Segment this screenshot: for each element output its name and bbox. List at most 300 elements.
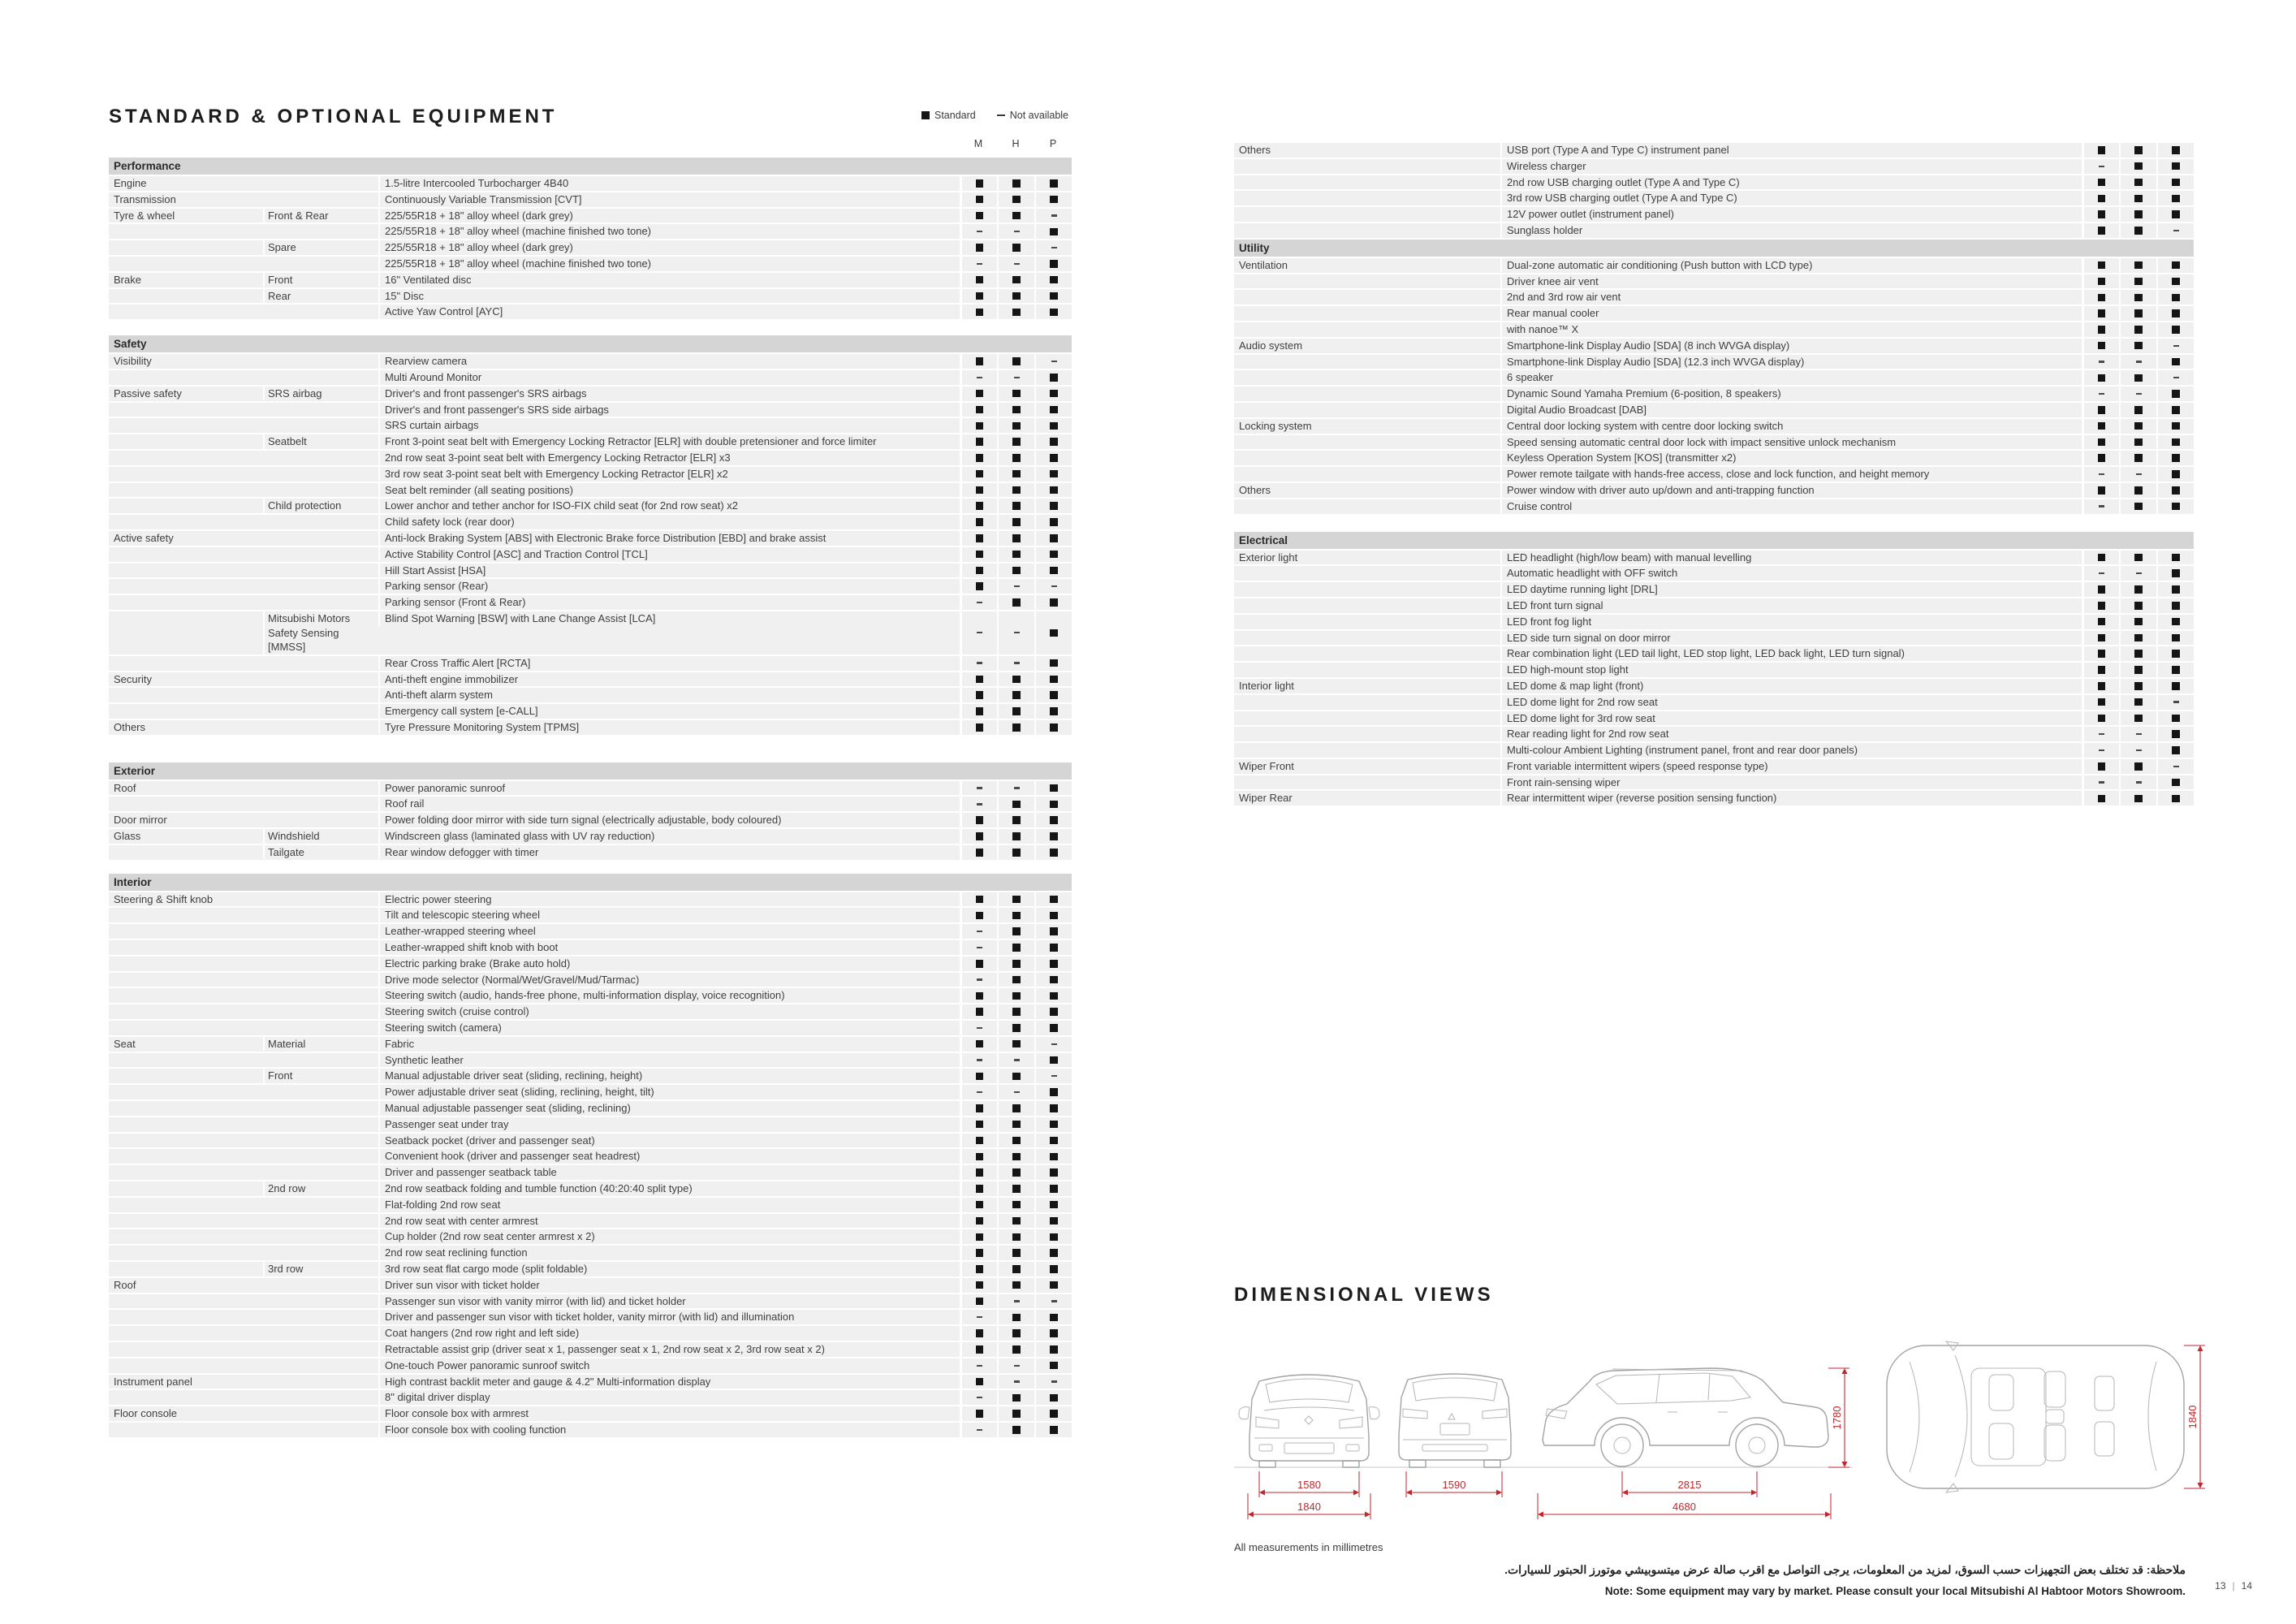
standard-marker [2134,762,2143,771]
row-description: Driver's and front passenger's SRS side airbags [378,403,960,417]
arrowhead [1622,1490,1628,1496]
standard-marker [2098,342,2106,350]
row-description: LED headlight (high/low beam) with manual levelling [1500,551,2082,565]
marker-cell [2082,143,2119,158]
availability-markers [960,354,1072,369]
standard-marker [2098,618,2106,626]
standard-marker [2172,278,2180,286]
spec-row [1234,775,2194,790]
marker-cell [2119,290,2156,304]
standard-marker [1050,1056,1058,1065]
marker-cell [2119,791,2156,806]
marker-cell [1034,1134,1072,1148]
standard-marker [1050,1345,1058,1354]
marker-cell [960,781,997,796]
not-available-marker [977,602,982,603]
marker-cell [1034,1375,1072,1389]
availability-markers [2082,290,2194,304]
row-description: 2nd row seat reclining function [378,1246,960,1260]
marker-cell [960,1326,997,1341]
marker-cell [2156,175,2194,190]
standard-marker [1012,1040,1021,1048]
spec-row [109,579,1072,594]
standard-marker [2172,666,2180,674]
dimensional-drawings [1234,1324,2257,1543]
not-available-marker [1014,1059,1020,1060]
standard-marker [1050,1121,1058,1129]
equipment-table-left [109,138,1072,1439]
marker-cell [2156,663,2194,677]
marker-cell [2082,467,2119,482]
spec-row [109,892,1072,907]
marker-cell [997,224,1034,239]
row-description: Smartphone-link Display Audio [SDA] (12.3 inch WVGA display) [1500,355,2082,369]
standard-marker [1012,676,1021,684]
not-available-marker [2099,361,2104,362]
standard-marker [2098,795,2106,803]
availability-markers [2082,370,2194,385]
not-available-marker [977,978,982,980]
row-description: Cruise control [1500,499,2082,514]
equipment-table-right [1234,143,2194,807]
not-available-marker [1014,231,1020,232]
standard-marker [2172,585,2180,594]
not-available-marker [2099,505,2104,507]
marker-cell [960,1021,997,1035]
not-available-marker-icon [997,114,1005,117]
availability-markers [960,240,1072,255]
standard-marker [1050,1362,1058,1370]
not-available-marker [1014,787,1020,788]
standard-marker [2134,715,2143,723]
row-description: Driver and passenger sun visor with ticket holder, vanity mirror (with lid) and illumination [378,1310,960,1324]
standard-marker [1012,244,1021,252]
availability-markers [960,1004,1072,1019]
standard-marker [1050,849,1058,857]
marker-cell [1034,1246,1072,1260]
availability-markers [960,1326,1072,1341]
standard-marker [2134,261,2143,270]
marker-cell [1034,304,1072,319]
marker-cell [1034,1310,1072,1324]
marker-cell [997,1390,1034,1405]
standard-marker [1050,676,1058,684]
spec-row [1234,159,2194,174]
marker-cell [2082,499,2119,514]
marker-cell [1034,595,1072,610]
marker-cell [997,451,1034,465]
standard-marker [2134,309,2143,317]
row-description: Leather-wrapped shift knob with boot [378,940,960,955]
spec-row [1234,370,2194,385]
marker-cell [960,1262,997,1276]
standard-marker [2098,585,2106,594]
marker-cell [1034,209,1072,223]
standard-marker [976,832,984,840]
legend-not-available-label: Not available [1009,110,1068,121]
marker-cell [1034,829,1072,844]
standard-marker [976,1281,984,1289]
marker-cell [997,418,1034,433]
marker-cell [960,1342,997,1357]
not-available-marker [1051,361,1057,362]
marker-cell [997,1198,1034,1212]
marker-cell [2082,598,2119,613]
marker-cell [997,176,1034,191]
marker-cell [2156,566,2194,581]
standard-marker [1012,292,1021,300]
standard-marker [1012,960,1021,968]
marker-cell [1034,354,1072,369]
marker-cell [2119,223,2156,238]
availability-markers [2082,791,2194,806]
row-subcategory: Spare [263,240,378,255]
footnote-arabic: ملاحظة: قد تختلف بعض التجهيزات حسب السوق، لمزيد من المعلومات، يرجى التواصل مع اقرب صالة عرض ميتسوبيشي موتورز الحبتور للسيارات. [1504,1563,2186,1576]
marker-cell [960,273,997,287]
marker-cell [997,547,1034,562]
table-section [109,335,1072,735]
marker-cell [997,1406,1034,1421]
standard-marker [1050,309,1058,317]
standard-marker [2134,374,2143,382]
standard-marker [1012,832,1021,840]
standard-marker [976,1249,984,1257]
standard-marker [1012,518,1021,526]
marker-cell [1034,176,1072,191]
standard-marker [1050,406,1058,414]
standard-marker [1012,1426,1021,1434]
row-description: Power folding door mirror with side turn signal (electrically adjustable, body coloured) [378,813,960,827]
standard-marker [1050,1410,1058,1418]
marker-cell [1034,434,1072,449]
marker-cell [2156,258,2194,273]
availability-markers [960,1358,1072,1373]
marker-cell [997,1085,1034,1099]
availability-markers [960,564,1072,578]
standard-marker [1012,1345,1021,1354]
spec-row [109,403,1072,417]
row-description: Parking sensor (Rear) [378,579,960,594]
column-header-m: M [973,138,983,149]
availability-markers [2082,191,2194,205]
marker-cell [2119,435,2156,450]
spec-row [109,1101,1072,1116]
availability-markers [2082,387,2194,401]
availability-markers [960,1375,1072,1389]
not-available-marker [2136,572,2142,574]
standard-marker [1012,1410,1021,1418]
marker-cell [1034,672,1072,687]
standard-marker [1050,784,1058,793]
marker-cell [1034,224,1072,239]
not-available-marker [977,662,982,663]
standard-marker [976,1217,984,1225]
marker-cell [997,1053,1034,1068]
row-category: Roof [114,781,136,794]
marker-cell [997,781,1034,796]
marker-cell [997,354,1034,369]
not-available-marker [1014,377,1020,378]
availability-markers [2082,483,2194,498]
row-description: Driver sun visor with ticket holder [378,1278,960,1293]
marker-cell [1034,1149,1072,1164]
availability-markers [2082,631,2194,646]
row-subcategory: Front [263,273,378,287]
standard-marker [1050,1426,1058,1434]
spec-row [109,1406,1072,1421]
standard-marker [1050,1201,1058,1209]
marker-cell [997,1229,1034,1244]
standard-marker [1012,551,1021,559]
arrowhead [1259,1490,1265,1496]
standard-marker [2134,585,2143,594]
legend-standard [921,110,976,121]
marker-cell [2119,598,2156,613]
standard-marker [976,179,984,188]
row-category: Wiper Front [1239,759,1294,772]
marker-cell [2119,143,2156,158]
standard-marker [976,1329,984,1337]
marker-cell [960,209,997,223]
spec-row [109,176,1072,191]
row-category: Seat [114,1037,136,1050]
spec-row [109,1037,1072,1052]
not-available-marker [1014,263,1020,265]
standard-marker [976,1345,984,1354]
availability-markers [960,957,1072,971]
marker-cell [960,1165,997,1180]
marker-cell [997,829,1034,844]
availability-markers [960,1423,1072,1437]
row-description: Active Yaw Control [AYC] [378,304,960,319]
marker-cell [2156,743,2194,758]
standard-marker [1050,502,1058,510]
marker-cell [1034,579,1072,594]
row-description: LED dome & map light (front) [1500,679,2082,693]
marker-cell [2082,759,2119,774]
marker-cell [997,273,1034,287]
standard-marker [2098,554,2106,562]
marker-cell [960,908,997,922]
row-description: Parking sensor (Front & Rear) [378,595,960,610]
marker-cell [997,672,1034,687]
spec-row [109,224,1072,239]
marker-cell [1034,289,1072,304]
marker-cell [997,1069,1034,1083]
standard-marker [976,1378,984,1386]
availability-markers [960,595,1072,610]
marker-cell [2082,646,2119,661]
standard-marker [976,551,984,559]
marker-cell [1034,1214,1072,1229]
marker-cell [960,797,997,811]
standard-marker [1012,1121,1021,1129]
equipment-table-left-body [109,158,1072,1437]
standard-marker [976,1168,984,1177]
row-description: Driver knee air vent [1500,274,2082,289]
standard-marker [2098,210,2106,218]
marker-cell [1034,192,1072,207]
marker-cell [960,304,997,319]
not-available-marker [977,263,982,265]
marker-cell [960,611,997,654]
availability-markers [960,720,1072,735]
marker-cell [2119,615,2156,629]
row-description: 225/55R18 + 18" alloy wheel (machine finished two tone) [378,224,960,239]
not-available-marker [2099,572,2104,574]
marker-cell [1034,499,1072,513]
marker-cell [960,467,997,482]
availability-markers [2082,663,2194,677]
standard-marker [1012,896,1021,904]
availability-markers [960,672,1072,687]
standard-marker [2098,326,2106,334]
marker-cell [2156,435,2194,450]
not-available-marker [1014,1300,1020,1302]
standard-marker [2098,179,2106,187]
not-available-marker [977,787,982,788]
marker-cell [1034,892,1072,907]
row-subcategory: Mitsubishi Motors Safety Sensing [MMSS] [263,611,378,654]
standard-marker [976,1073,984,1081]
marker-cell [1034,704,1072,719]
standard-marker [1050,944,1058,952]
marker-cell [997,467,1034,482]
marker-cell [997,1358,1034,1373]
not-available-marker [2099,166,2104,167]
row-description: LED dome light for 3rd row seat [1500,711,2082,726]
standard-marker [2098,486,2106,495]
spec-row [109,515,1072,529]
not-available-marker [1014,585,1020,587]
row-category: Others [1239,483,1271,496]
arrowhead [1825,1512,1831,1518]
arrowhead [1353,1490,1359,1496]
standard-marker [1012,179,1021,188]
standard-marker [1012,944,1021,952]
dimension-label: 1840 [1297,1501,1321,1513]
marker-cell [997,499,1034,513]
row-description: Driver's and front passenger's SRS airbags [378,387,960,401]
standard-marker [1012,422,1021,430]
standard-marker [1050,629,1058,637]
marker-cell [997,1004,1034,1019]
row-description: Synthetic leather [378,1053,960,1068]
not-available-marker [2173,701,2179,702]
standard-marker [1050,1153,1058,1161]
row-category: Wiper Rear [1239,792,1293,805]
marker-cell [2119,775,2156,790]
spec-row [109,813,1072,827]
arrowhead [1538,1512,1543,1518]
standard-marker [976,196,984,204]
standard-marker [2098,261,2106,270]
standard-marker [2172,454,2180,462]
marker-cell [960,688,997,702]
marker-cell [960,1085,997,1099]
marker-cell [960,720,997,735]
marker-cell [960,1004,997,1019]
spec-row [109,1053,1072,1068]
marker-cell [997,1326,1034,1341]
marker-cell [1034,257,1072,271]
row-description: LED side turn signal on door mirror [1500,631,2082,646]
standard-marker [2172,294,2180,302]
row-subcategory: SRS airbag [263,387,378,401]
row-description: Fabric [378,1037,960,1052]
row-description: Front rain-sensing wiper [1500,775,2082,790]
row-description: 15" Disc [378,289,960,304]
availability-markers [960,1198,1072,1212]
standard-marker [2172,195,2180,203]
standard-marker [2172,261,2180,270]
dimension-label: 1590 [1442,1479,1466,1491]
marker-cell [2082,483,2119,498]
standard-marker [1012,691,1021,699]
row-description: 2nd and 3rd row air vent [1500,290,2082,304]
availability-markers [960,829,1072,844]
row-description: Emergency call system [e-CALL] [378,704,960,719]
arrowhead [2198,1345,2203,1351]
marker-cell [960,1229,997,1244]
marker-cell [2119,551,2156,565]
arrowhead [1248,1512,1254,1518]
marker-cell [997,209,1034,223]
marker-cell [2119,451,2156,465]
not-available-marker [977,1059,982,1060]
standard-marker [1050,551,1058,559]
spec-row [109,434,1072,449]
marker-cell [960,1037,997,1052]
not-available-marker [2173,230,2179,231]
spec-row [109,1390,1072,1405]
marker-cell [1034,908,1072,922]
row-description: Seat belt reminder (all seating positions) [378,483,960,498]
marker-cell [2156,223,2194,238]
standard-marker [976,406,984,414]
availability-markers [2082,159,2194,174]
marker-cell [960,892,997,907]
row-subcategory: Tailgate [263,845,378,860]
availability-markers [960,1229,1072,1244]
marker-cell [2082,435,2119,450]
row-description: Active Stability Control [ASC] and Traction Control [TCL] [378,547,960,562]
marker-cell [960,547,997,562]
standard-marker [976,470,984,478]
marker-cell [2156,403,2194,417]
marker-cell [1034,1390,1072,1405]
standard-marker [1012,470,1021,478]
not-available-marker [1051,585,1057,587]
marker-cell [960,1406,997,1421]
marker-cell [1034,370,1072,385]
row-description: Hill Start Assist [HSA] [378,564,960,578]
spec-row [1234,791,2194,806]
marker-cell [2119,419,2156,434]
dimension-label: 4680 [1672,1501,1696,1513]
marker-cell [1034,515,1072,529]
marker-cell [960,403,997,417]
marker-cell [997,1294,1034,1309]
row-category: Locking system [1239,419,1312,432]
marker-cell [1034,1326,1072,1341]
standard-marker [1012,1249,1021,1257]
standard-marker [1050,816,1058,824]
marker-cell [2156,419,2194,434]
marker-cell [997,240,1034,255]
table-section [1234,143,2194,238]
spec-row [109,595,1072,610]
